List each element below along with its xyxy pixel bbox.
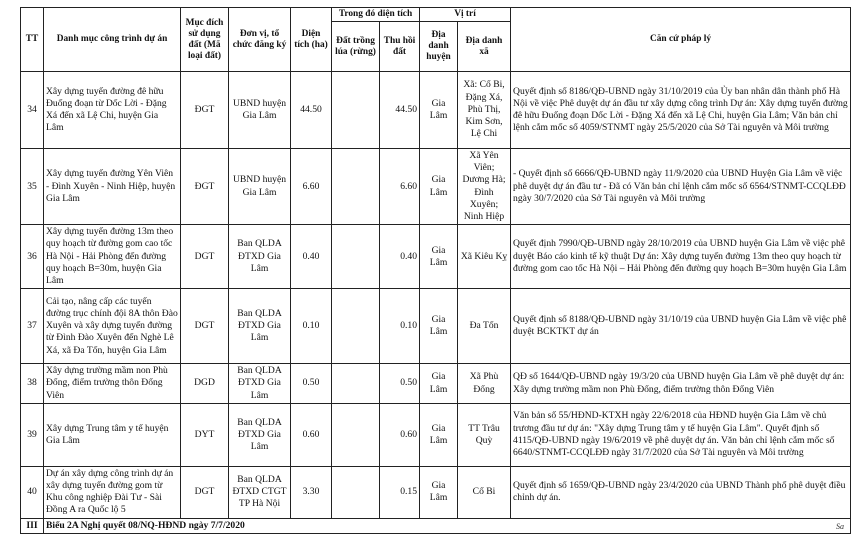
row-name: Cải tạo, nâng cấp các tuyến đường trục chính đội 8A thôn Đào Xuyên và xây dựng tuyến đường từ Đình Đào Xuyên đến Nghè Lê Xá, xã Đa Tốn, huyện Gia Lâm [44,289,181,364]
row-legal: Quyết định số 1659/QĐ-UBND ngày 23/4/2020 của UBND Thành phố phê duyệt điều chỉnh dự án. [511,466,851,518]
header-tt: TT [21,8,44,72]
section-title: Biểu 2A Nghị quyết 08/NQ-HĐND ngày 7/7/2020 [44,518,851,533]
row-recover: 0.10 [380,289,420,364]
row-district: Gia Lâm [420,72,458,149]
row-purpose: ĐGT [181,149,229,225]
row-district: Gia Lâm [420,364,458,404]
land-use-table [20,7,851,534]
row-commune: TT Trâu Quỳ [458,403,511,466]
row-area: 3.30 [291,466,332,518]
row-area: 0.40 [291,225,332,289]
row-legal: QĐ số 1644/QĐ-UBND ngày 19/3/20 của UBND huyện Gia Lâm về phê duyệt dự án: Xây dựng trường mầm non Phù Đổng, điểm trường thôn Đổng Viên [511,364,851,404]
row-area: 0.10 [291,289,332,364]
header-group-in: Trong đó diện tích [332,8,420,22]
header-recover: Thu hồi đất [380,22,420,72]
row-legal: Văn bản số 55/HĐND-KTXH ngày 22/6/2018 của HĐND huyện Gia Lâm về chủ trương đầu tư dự án: "Xây dựng Trung tâm y tế huyện Gia Lâm". Quyết định số 4115/QĐ-UBND ngày 19/6/2019 về phê duyệt dự án. Văn bản chỉ lệnh cắm mốc số 6640/STNMT-CCQLĐĐ ngày 31/7/2020 của Sở Tài nguyên và Môi trường [511,403,851,466]
table-row [21,364,851,404]
row-name: Xây dựng tuyến đường đê hữu Đuống đoạn từ Dốc Lời - Đặng Xá đến xã Lệ Chi, huyện Gia Lâm [44,72,181,149]
row-org: Ban QLDA ĐTXD Gia Lâm [229,225,291,289]
header-legal: Căn cứ pháp lý [511,8,851,72]
header-commune: Địa danh xã [458,22,511,72]
row-district: Gia Lâm [420,466,458,518]
table-row [21,225,851,289]
row-name: Xây dựng Trung tâm y tế huyện Gia Lâm [44,403,181,466]
row-recover: 0.40 [380,225,420,289]
section-tt: III [21,518,44,533]
row-legal: - Quyết định số 6666/QĐ-UBND ngày 11/9/2020 của UBND Huyện Gia Lâm về việc phê duyệt dự án đầu tư - Đã có Văn bản chỉ lệnh cắm mốc số 6564/STNMT-CCQLĐĐ ngày 30/7/2020 của Sở Tài nguyên và Môi trường [511,149,851,225]
row-rice [332,289,380,364]
header-district: Địa danh huyện [420,22,458,72]
header-purpose: Mục đích sử dụng đất (Mã loại đất) [181,8,229,72]
row-org: Ban QLDA ĐTXD Gia Lâm [229,364,291,404]
row-district: Gia Lâm [420,289,458,364]
table-row [21,466,851,518]
table-row [21,149,851,225]
row-name: Xây dựng tuyến đường Yên Viên - Đình Xuyên - Ninh Hiệp, huyện Gia Lâm [44,149,181,225]
row-org: UBND huyện Gia Lâm [229,72,291,149]
row-purpose: DGT [181,289,229,364]
table-row [21,289,851,364]
row-purpose: DGT [181,225,229,289]
row-tt: 34 [21,72,44,149]
row-area: 0.60 [291,403,332,466]
row-commune: Đa Tốn [458,289,511,364]
row-legal: Quyết định 7990/QĐ-UBND ngày 28/10/2019 của UBND huyện Gia Lâm về việc phê duyệt Báo cáo kinh tế kỹ thuật Dự án: Xây dựng tuyến đường 13m theo quy hoạch từ đường gom cao tốc Hà Nội – Hải Phòng đến đường quy hoạch B=30m huyện Gia Lâm [511,225,851,289]
row-org: Ban QLDA ĐTXD CTGT TP Hà Nội [229,466,291,518]
row-tt: 37 [21,289,44,364]
row-district: Gia Lâm [420,225,458,289]
row-name: Xây dựng tuyến đường 13m theo quy hoạch từ đường gom cao tốc Hà Nội - Hải Phòng đến đường quy hoạch B=30m, huyện Gia Lâm [44,225,181,289]
row-rice [332,225,380,289]
row-org: UBND huyện Gia Lâm [229,149,291,225]
row-rice [332,466,380,518]
row-org: Ban QLDA ĐTXD Gia Lâm [229,289,291,364]
row-commune: Xã Yên Viên; Dương Hà; Đình Xuyên; Ninh Hiệp [458,149,511,225]
row-purpose: DGT [181,466,229,518]
table-row [21,72,851,149]
row-org: Ban QLDA ĐTXD Gia Lâm [229,403,291,466]
row-area: 44.50 [291,72,332,149]
row-recover: 0.15 [380,466,420,518]
row-district: Gia Lâm [420,403,458,466]
row-recover: 0.50 [380,364,420,404]
header-area: Diện tích (ha) [291,8,332,72]
row-district: Gia Lâm [420,149,458,225]
row-rice [332,403,380,466]
row-rice [332,72,380,149]
row-recover: 0.60 [380,403,420,466]
header-org: Đơn vị, tổ chức đăng ký [229,8,291,72]
row-name: Dự án xây dựng công trình dự án xây dựng tuyến đường gom từ Khu công nghiệp Đài Tư - Sài Đồng A ra Quốc lộ 5 [44,466,181,518]
row-area: 0.50 [291,364,332,404]
row-area: 6.60 [291,149,332,225]
row-commune: Xã: Cổ Bi, Đặng Xá, Phù Thị, Kim Sơn, Lệ Chi [458,72,511,149]
row-recover: 44.50 [380,72,420,149]
row-purpose: DGD [181,364,229,404]
row-tt: 35 [21,149,44,225]
row-commune: Xã Phù Đổng [458,364,511,404]
row-commune: Xã Kiêu Kỵ [458,225,511,289]
row-tt: 40 [21,466,44,518]
row-tt: 38 [21,364,44,404]
row-tt: 39 [21,403,44,466]
row-legal: Quyết định số 8186/QĐ-UBND ngày 31/10/2019 của Ủy ban nhân dân thành phố Hà Nội về việc Phê duyệt dự án đầu tư xây dựng công trình Dự án: Xây dựng tuyến đường đê hữu Đuống đoạn Dốc Lời - Đặng Xá đến xã Lệ Chi, huyện Gia Lâm; Văn bản chỉ lệnh cắm mốc số 4059/STNMT ngày 25/5/2020 của Sở Tài nguyên và Môi trường [511,72,851,149]
page-mark: Sa [836,522,844,531]
row-rice [332,149,380,225]
row-commune: Cổ Bi [458,466,511,518]
header-rice: Đất trồng lúa (rừng) [332,22,380,72]
header-group-location: Vị trí [420,8,511,22]
row-tt: 36 [21,225,44,289]
row-purpose: DYT [181,403,229,466]
row-name: Xây dựng trường mầm non Phù Đổng, điểm trường thôn Đổng Viên [44,364,181,404]
row-rice [332,364,380,404]
row-purpose: ĐGT [181,72,229,149]
table-row [21,403,851,466]
header-name: Danh mục công trình dự án [44,8,181,72]
section-row [21,518,851,533]
row-recover: 6.60 [380,149,420,225]
row-legal: Quyết định số 8188/QĐ-UBND ngày 31/10/19 của UBND huyện Gia Lâm về việc phê duyệt BCKTKT dự án [511,289,851,364]
